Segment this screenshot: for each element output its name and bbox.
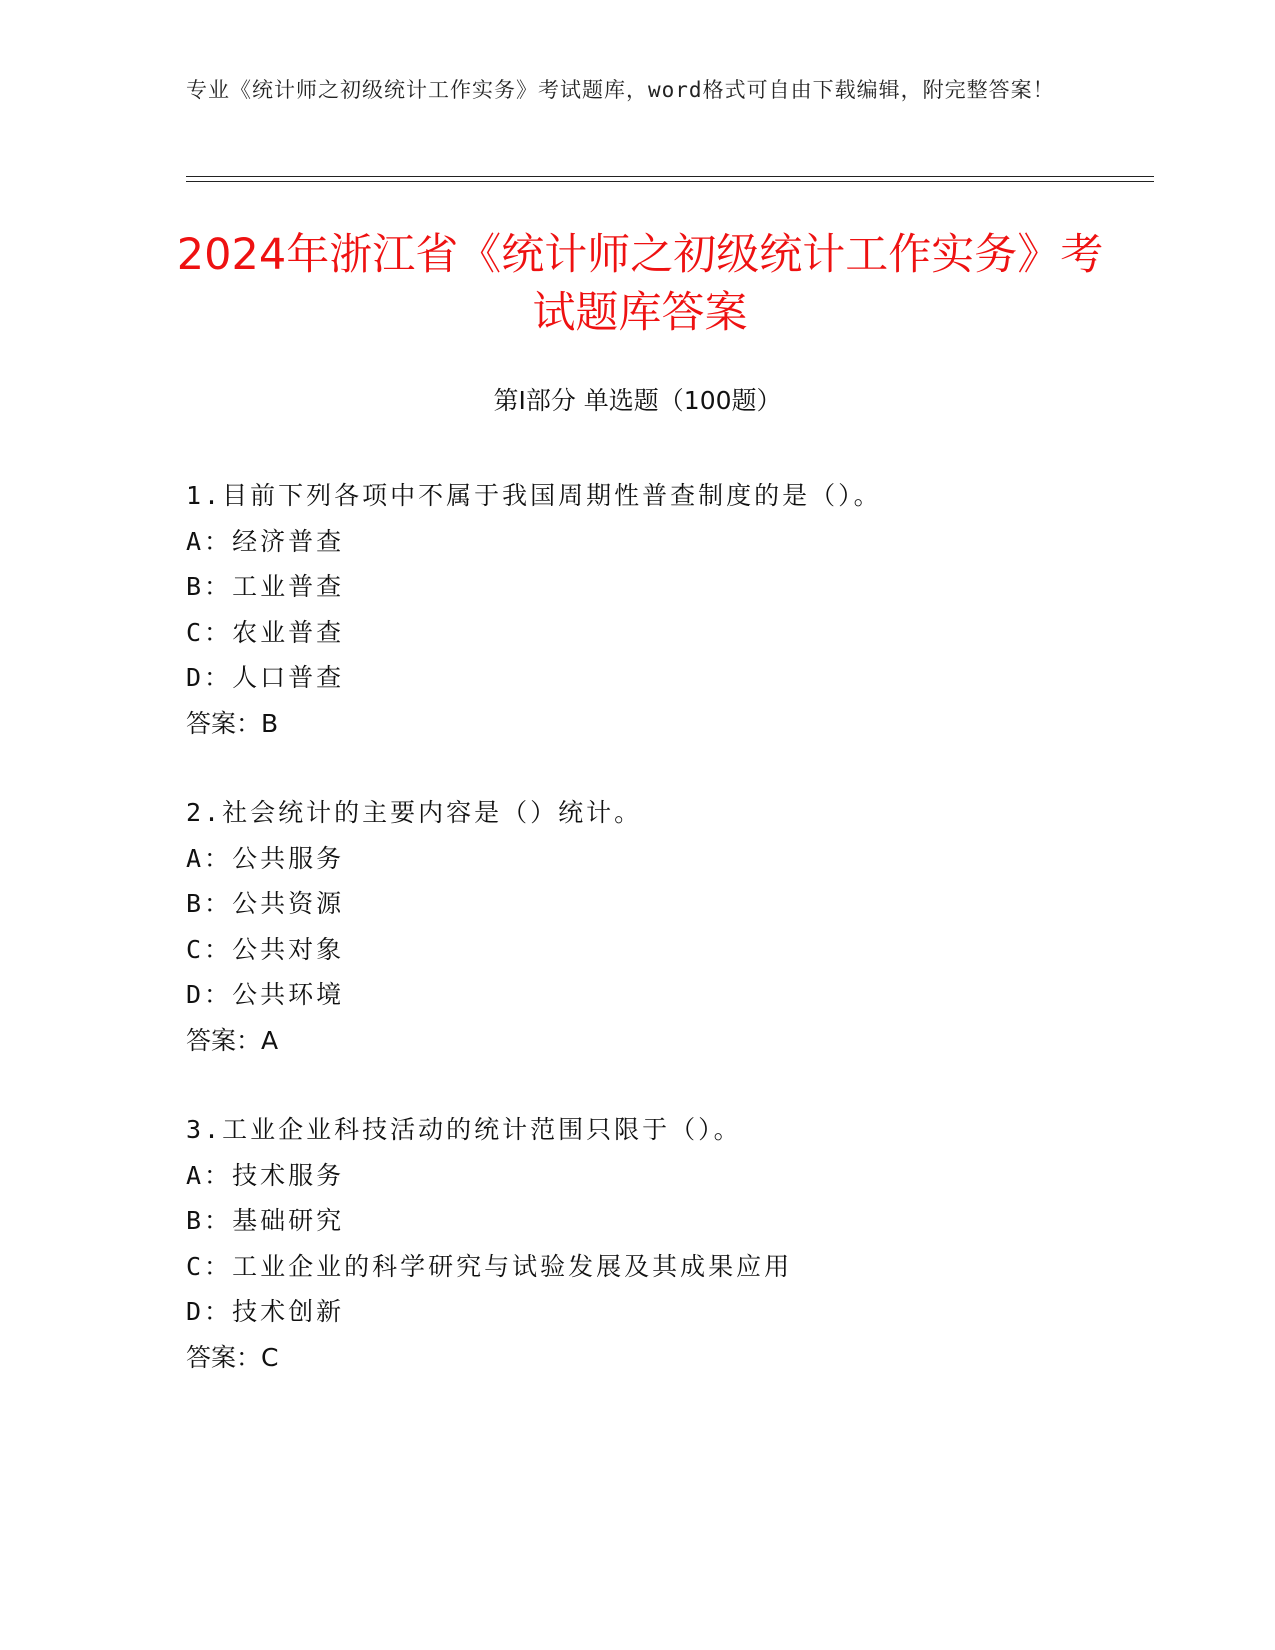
option-key: B： <box>186 572 233 601</box>
option-key: A： <box>186 1160 233 1190</box>
option-c <box>186 610 1086 656</box>
option-a <box>186 519 1086 565</box>
option-text: 经济普查 <box>232 526 345 556</box>
option-a <box>186 1153 1086 1199</box>
option-c <box>186 1244 1086 1290</box>
option-key: C： <box>186 934 233 964</box>
question-block <box>186 473 1086 746</box>
option-key: C： <box>186 1251 233 1281</box>
question-stem: 1.目前下列各项中不属于我国周期性普查制度的是（）。 <box>186 481 882 510</box>
option-text: 公共对象 <box>232 934 345 964</box>
option-text: 技术创新 <box>232 1297 345 1326</box>
header-divider-top <box>186 176 1154 177</box>
document-title: 2024年浙江省《统计师之初级统计工作实务》考试题库答案 <box>176 230 1104 338</box>
option-text: 公共资源 <box>232 889 345 918</box>
option-text: 基础研究 <box>232 1206 345 1235</box>
option-d <box>186 1289 1086 1335</box>
option-d <box>186 655 1086 701</box>
option-key: C： <box>186 617 233 647</box>
option-key: B： <box>186 1206 233 1235</box>
option-text: 公共环境 <box>232 980 345 1009</box>
option-text: 人口普查 <box>232 663 345 692</box>
question-stem: 2.社会统计的主要内容是（）统计。 <box>186 798 643 827</box>
option-b <box>186 1198 1086 1244</box>
option-b <box>186 881 1086 927</box>
option-text: 技术服务 <box>232 1160 345 1190</box>
option-text: 工业企业的科学研究与试验发展及其成果应用 <box>232 1251 793 1281</box>
option-key: B： <box>186 889 233 918</box>
answer-line: 答案：B <box>186 708 279 738</box>
option-key: D： <box>186 1297 233 1326</box>
header-note: 专业《统计师之初级统计工作实务》考试题库，word格式可自由下载编辑，附完整答案！ <box>186 78 1055 102</box>
option-c <box>186 927 1086 973</box>
question-block <box>186 1107 1086 1380</box>
option-key: D： <box>186 663 233 692</box>
option-text: 公共服务 <box>232 843 345 873</box>
option-key: D： <box>186 980 233 1009</box>
header-divider-bottom <box>186 181 1154 182</box>
section-title: 第I部分 单选题（100题） <box>493 386 782 415</box>
answer-line: 答案：C <box>186 1342 279 1372</box>
option-text: 农业普查 <box>232 617 345 647</box>
option-b <box>186 564 1086 610</box>
option-text: 工业普查 <box>232 572 345 601</box>
question-stem: 3.工业企业科技活动的统计范围只限于（）。 <box>186 1115 742 1144</box>
question-block <box>186 790 1086 1063</box>
option-d <box>186 972 1086 1018</box>
option-key: A： <box>186 843 233 873</box>
option-key: A： <box>186 526 233 556</box>
option-a <box>186 836 1086 882</box>
answer-line: 答案：A <box>186 1025 279 1055</box>
